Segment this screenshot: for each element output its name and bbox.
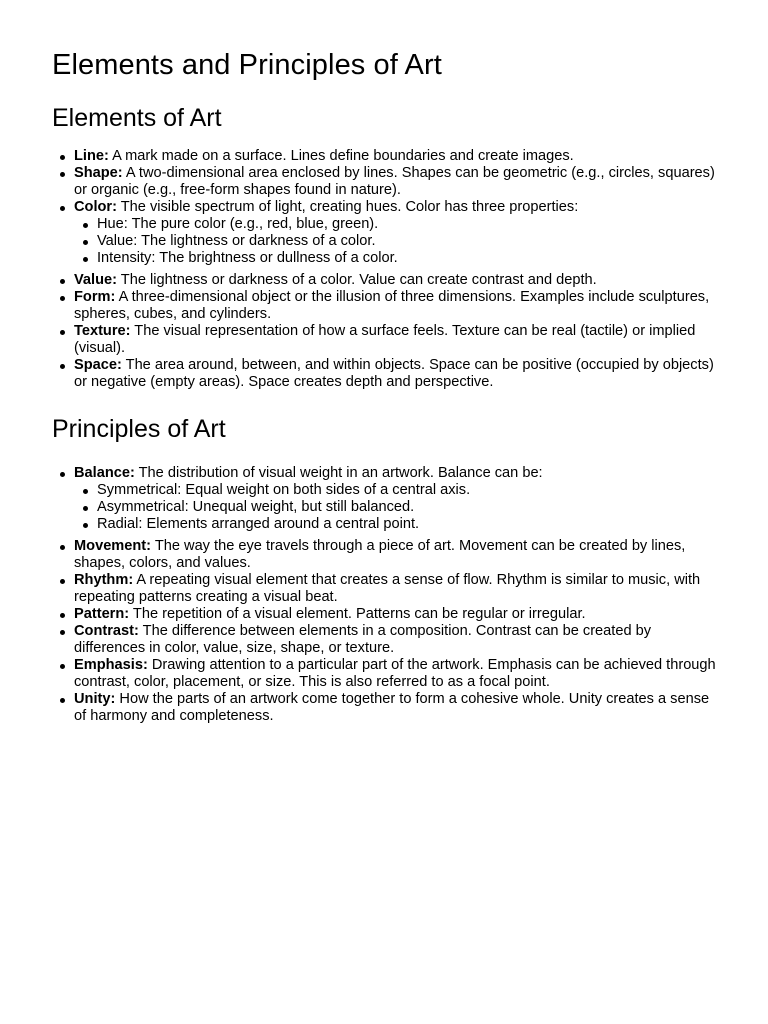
item-term: Texture:	[74, 323, 131, 339]
item-term: Shape:	[74, 165, 123, 181]
item-term: Color:	[74, 199, 117, 215]
item-description: A repeating visual element that creates a sense of flow. Rhythm is similar to music, with repeating patterns creating a visual beat.	[74, 572, 701, 605]
list-item	[74, 606, 718, 623]
item-description: The visible spectrum of light, creating hues. Color has three properties:	[116, 199, 579, 215]
list-item	[74, 465, 718, 533]
principles-heading: Principles of Art	[52, 415, 226, 443]
item-description: A mark made on a surface. Lines define boundaries and create images.	[108, 148, 574, 164]
item-description: The visual representation of how a surface feels. Texture can be real (tactile) or implied (visual).	[74, 323, 696, 356]
item-description: A two-dimensional area enclosed by lines. Shapes can be geometric (e.g., circles, squares) or organic (e.g., free-form shapes found in nature).	[74, 165, 715, 198]
sub-list-item: Value: The lightness or darkness of a color.	[97, 233, 718, 250]
sub-list-item: Radial: Elements arranged around a central point.	[97, 516, 718, 533]
list-item	[74, 623, 718, 657]
item-description: The way the eye travels through a piece of art. Movement can be created by lines, shapes, colors, and values.	[74, 538, 686, 571]
item-description: The area around, between, and within objects. Space can be positive (occupied by objects) or negative (empty areas). Space creates depth and perspective.	[74, 357, 714, 390]
color-properties-list	[74, 216, 718, 267]
item-term: Form:	[74, 289, 116, 305]
elements-list	[52, 148, 718, 391]
item-term: Space:	[74, 357, 122, 373]
item-term: Unity:	[74, 691, 116, 707]
list-item	[74, 323, 718, 357]
item-description: The lightness or darkness of a color. Value can create contrast and depth.	[117, 272, 597, 288]
list-item	[74, 657, 718, 691]
item-term: Line:	[74, 148, 109, 164]
list-item	[74, 289, 718, 323]
item-term: Pattern:	[74, 606, 130, 622]
item-term: Contrast:	[74, 623, 139, 639]
item-term: Movement:	[74, 538, 152, 554]
list-item	[74, 165, 718, 199]
page-title: Elements and Principles of Art	[52, 49, 442, 81]
sub-list-item: Asymmetrical: Unequal weight, but still balanced.	[97, 499, 718, 516]
list-item	[74, 691, 718, 725]
item-description: The repetition of a visual element. Patterns can be regular or irregular.	[129, 606, 586, 622]
item-term: Balance:	[74, 465, 135, 481]
list-item	[74, 357, 718, 391]
sub-list-item: Intensity: The brightness or dullness of a color.	[97, 250, 718, 267]
elements-heading: Elements of Art	[52, 104, 222, 132]
sub-list-item: Hue: The pure color (e.g., red, blue, green).	[97, 216, 718, 233]
list-item	[74, 148, 718, 165]
list-item	[74, 272, 718, 289]
item-description: How the parts of an artwork come together to form a cohesive whole. Unity creates a sense of harmony and completeness.	[74, 691, 710, 724]
item-term: Emphasis:	[74, 657, 148, 673]
list-item	[74, 572, 718, 606]
item-description: Drawing attention to a particular part of the artwork. Emphasis can be achieved through contrast, color, placement, or size. This is also referred to as a focal point.	[74, 657, 716, 690]
item-term: Value:	[74, 272, 117, 288]
sub-list-item: Symmetrical: Equal weight on both sides of a central axis.	[97, 482, 718, 499]
list-item	[74, 538, 718, 572]
list-item	[74, 199, 718, 267]
item-description: The difference between elements in a composition. Contrast can be created by differences in color, value, size, shape, or texture.	[74, 623, 652, 656]
item-description: A three-dimensional object or the illusion of three dimensions. Examples include sculptures, spheres, cubes, and cylinders.	[74, 289, 710, 322]
principles-list	[52, 465, 718, 725]
item-description: The distribution of visual weight in an artwork. Balance can be:	[134, 465, 543, 481]
balance-types-list	[74, 482, 718, 533]
item-term: Rhythm:	[74, 572, 134, 588]
